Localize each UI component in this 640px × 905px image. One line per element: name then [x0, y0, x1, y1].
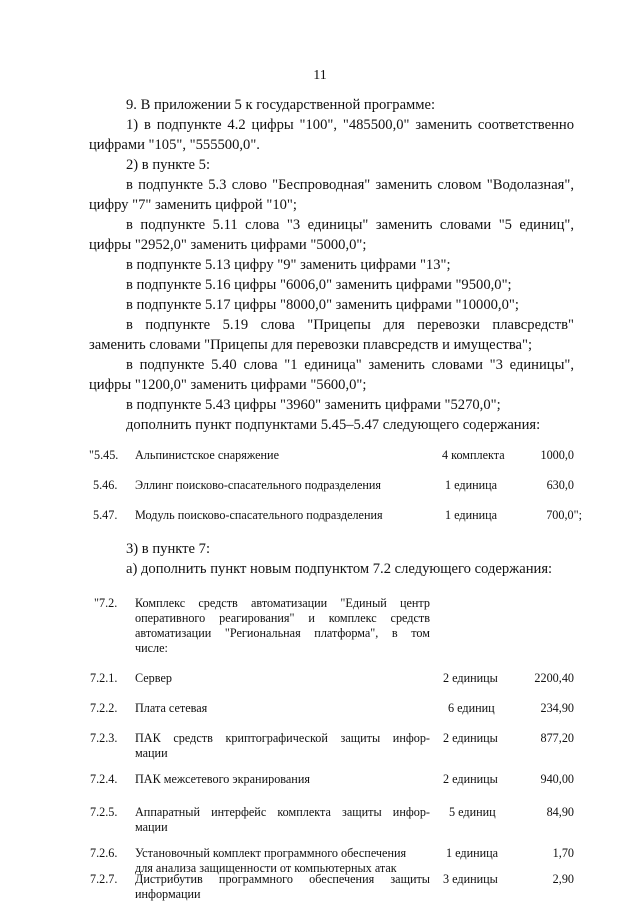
amendment-text-line: в подпункте 5.17 цифры "8000,0" заменить цифрами "10000,0";	[126, 297, 519, 313]
table-row-quantity: 1 единица	[445, 478, 498, 492]
amendment-heading: 9. В приложении 5 к государственной программе:	[126, 97, 436, 113]
amendment-text-line: 3) в пункте 7:	[126, 541, 211, 557]
table-row-name-continued: мации	[135, 820, 168, 834]
table-row-name: Альпинистское снаряжение	[135, 448, 279, 462]
table-row-name: Дистрибутив программного обеспечения защиты	[135, 872, 430, 886]
amendment-text-line: а) дополнить пункт новым подпунктом 7.2 следующего содержания:	[126, 561, 553, 577]
table-row-number: 7.2.2.	[90, 701, 118, 715]
table-row-number: 7.2.4.	[90, 772, 118, 786]
table-row-number: 7.2.3.	[90, 731, 118, 745]
table-row-amount: 84,90	[546, 805, 574, 819]
amendment-text-line: в подпункте 5.40 слова "1 единица" заменить словами "3 единицы",	[126, 357, 574, 373]
amendment-text-line: 1) в подпункте 4.2 цифры "100", "485500,0" заменить соответственно	[126, 117, 574, 133]
table-row-name: Аппаратный интерфейс комплекта защиты инфор-	[135, 805, 430, 819]
page-number: 11	[313, 68, 327, 83]
table-header-line: автоматизации "Региональная платформа", в том	[135, 626, 430, 640]
table-row-amount: 1000,0	[540, 448, 574, 462]
table-row-quantity: 3 единицы	[443, 872, 498, 886]
amendment-text-line: в подпункте 5.16 цифры "6006,0" заменить цифрами "9500,0";	[126, 277, 512, 293]
table-row-amount: 234,90	[540, 701, 574, 715]
table-row-number: 7.2.5.	[90, 805, 118, 819]
table-row-amount: 2200,40	[534, 671, 574, 685]
amendment-text-line: в подпункте 5.13 цифру "9" заменить цифрами "13";	[126, 257, 451, 273]
table-row-number: 7.2.6.	[90, 846, 118, 860]
table-row-name: ПАК средств криптографической защиты инфор-	[135, 731, 430, 745]
table-row-amount: 940,00	[540, 772, 574, 786]
table-header-line: числе:	[135, 641, 168, 655]
amendment-text-line: цифрами "105", "555500,0".	[89, 137, 260, 153]
table-row-quantity: 4 комплекта	[442, 448, 505, 462]
table-row-quantity: 5 единиц	[449, 805, 496, 819]
table-row-amount: 2,90	[552, 872, 574, 886]
amendment-text-line: в подпункте 5.43 цифры "3960" заменить цифрами "5270,0";	[126, 397, 501, 413]
table-row-quantity: 1 единица	[445, 508, 498, 522]
amendment-text-line: цифры "2952,0" заменить цифрами "5000,0";	[89, 237, 367, 253]
table-row-name: Плата сетевая	[135, 701, 208, 715]
table-row-name-continued: для анализа защищенности от компьютерных атак	[135, 861, 397, 875]
amendment-text-line: заменить словами "Прицепы для перевозки плавсредств и имущества";	[89, 337, 533, 353]
amendment-text-line: цифры "1200,0" заменить цифрами "5600,0";	[89, 377, 367, 393]
amendment-text-line: в подпункте 5.11 слова "3 единицы" заменить словами "5 единиц",	[126, 217, 574, 233]
table-row-name: Сервер	[135, 671, 172, 685]
table-row-name: Установочный комплект программного обеспечения	[135, 846, 407, 860]
amendment-text-line: дополнить пункт подпунктами 5.45–5.47 следующего содержания:	[126, 417, 541, 433]
table-row-quantity: 2 единицы	[443, 671, 498, 685]
amendment-text-line: в подпункте 5.3 слово "Беспроводная" заменить словом "Водолазная",	[126, 177, 574, 193]
table-row-amount: 700,0";	[546, 508, 582, 522]
table-row-amount: 1,70	[552, 846, 574, 860]
table-header-number: "7.2.	[94, 596, 118, 610]
amendment-text-line: цифру "7" заменить цифрой "10";	[89, 197, 297, 213]
table-row-amount: 877,20	[540, 731, 574, 745]
table-row-number: 7.2.1.	[90, 671, 118, 685]
amendment-text-line: 2) в пункте 5:	[126, 157, 211, 173]
table-row-number: "5.45.	[89, 448, 119, 462]
table-row-name-continued: информации	[135, 887, 201, 901]
table-row-amount: 630,0	[546, 478, 574, 492]
table-row-name: Эллинг поисково-спасательного подразделения	[135, 478, 382, 492]
table-header-line: оперативного реагирования" и комплекс средств	[135, 611, 430, 625]
table-row-number: 5.47.	[93, 508, 118, 522]
table-row-name-continued: мации	[135, 746, 168, 760]
table-row-quantity: 2 единицы	[443, 731, 498, 745]
table-row-quantity: 6 единиц	[448, 701, 495, 715]
table-row-number: 7.2.7.	[90, 872, 118, 886]
table-row-name: ПАК межсетевого экранирования	[135, 772, 310, 786]
table-header-line: Комплекс средств автоматизации "Единый центр	[135, 596, 430, 610]
amendment-text-line: в подпункте 5.19 слова "Прицепы для перевозки плавсредств"	[126, 317, 574, 333]
table-row-quantity: 1 единица	[446, 846, 499, 860]
table-row-number: 5.46.	[93, 478, 118, 492]
table-row-name: Модуль поисково-спасательного подразделения	[135, 508, 383, 522]
table-row-quantity: 2 единицы	[443, 772, 498, 786]
